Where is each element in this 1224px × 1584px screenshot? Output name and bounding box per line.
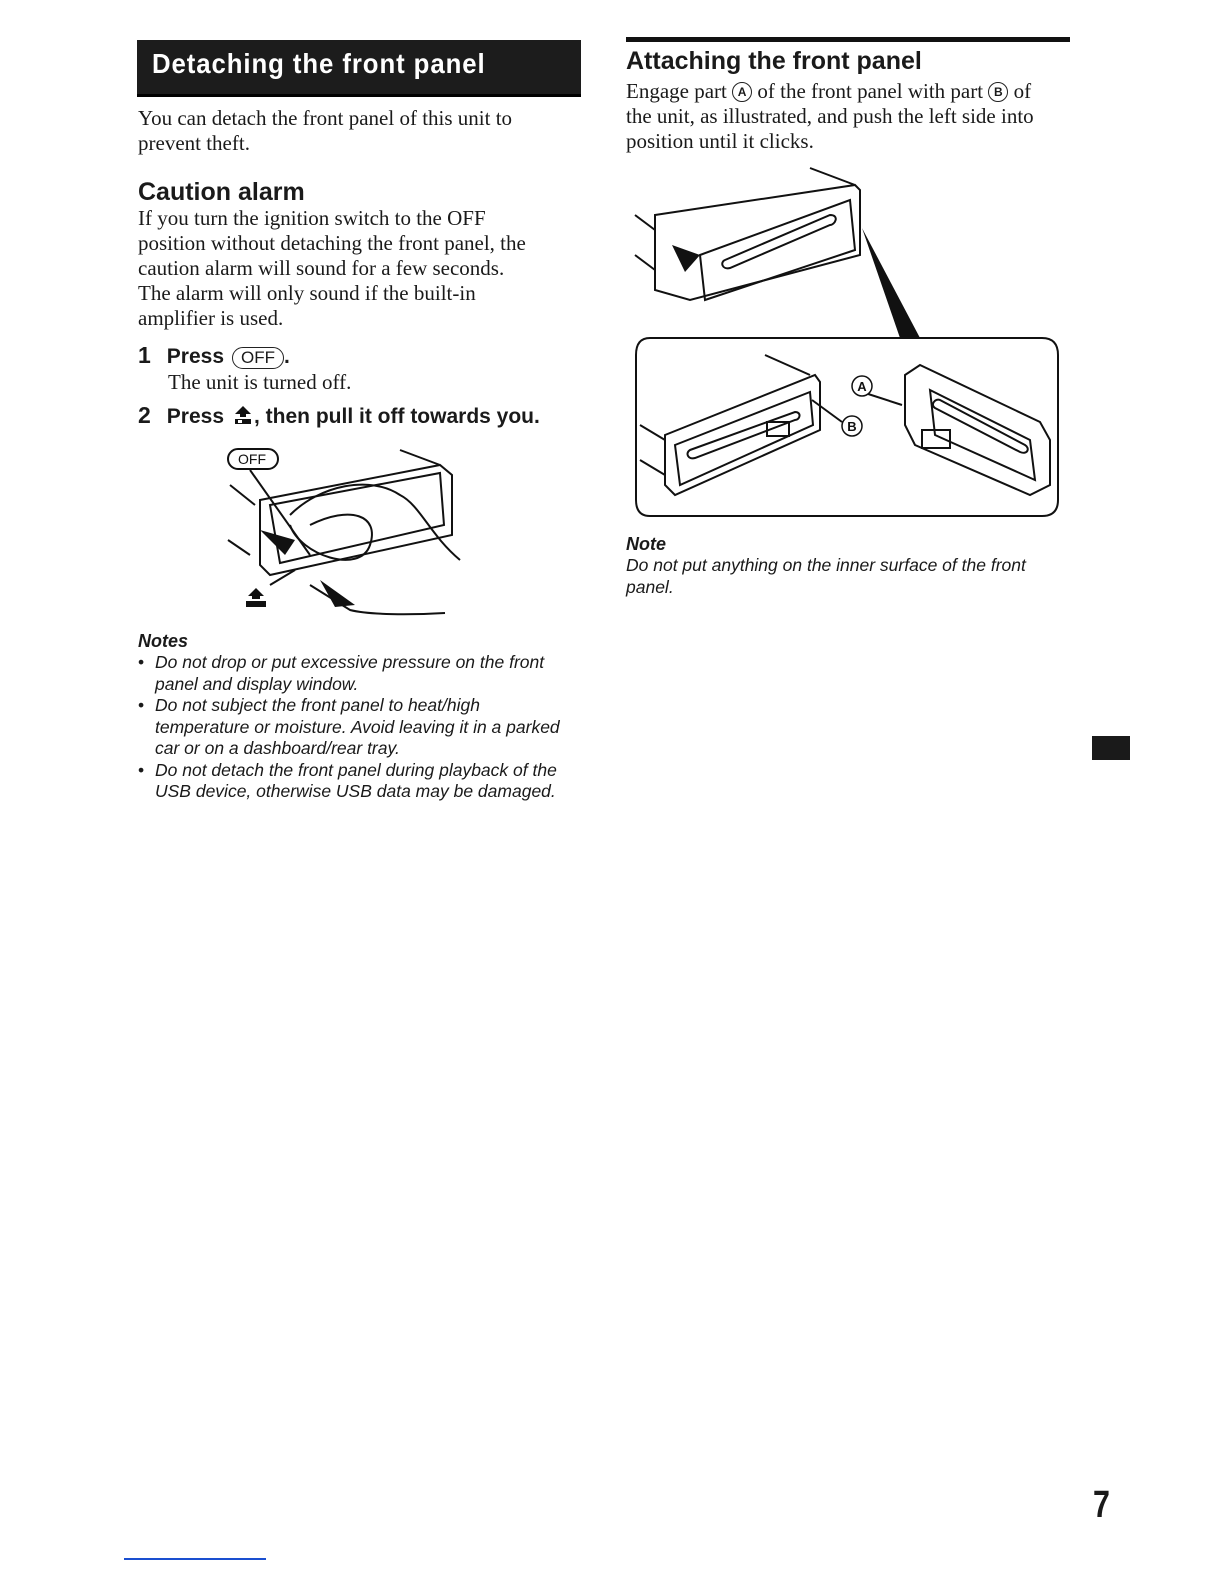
attach-line: the unit, as illustrated, and push the left side into: [626, 104, 1034, 128]
figure-off-label: OFF: [238, 451, 266, 467]
step-number: 2: [138, 402, 151, 428]
intro-paragraph: [138, 106, 512, 156]
note-line: • Do not drop or put excessive pressure on the front: [155, 652, 545, 672]
caution-line: position without detaching the front panel, the: [138, 231, 526, 255]
note-line: Do not put anything on the inner surface of the front: [626, 555, 1026, 575]
caution-heading: Caution alarm: [138, 178, 305, 206]
step-2: [138, 402, 540, 429]
attach-line: position until it clicks.: [626, 129, 814, 153]
right-note: [626, 555, 1026, 598]
attach-paragraph: [626, 79, 1034, 154]
step-1-result: The unit is turned off.: [168, 370, 352, 394]
note-line: • Do not subject the front panel to heat/high: [155, 695, 480, 715]
note-line: temperature or moisture. Avoid leaving it in a parked: [155, 716, 560, 737]
figure-release-icon: [246, 588, 266, 607]
notes-heading: Notes: [138, 631, 189, 651]
page-number: 7: [1093, 1484, 1110, 1526]
caution-paragraph: [138, 206, 526, 331]
intro-line: prevent theft.: [138, 131, 250, 155]
note-line: panel and display window.: [155, 673, 359, 694]
section-title: Detaching the front panel: [152, 48, 486, 79]
chapter-tab-marker: [1092, 736, 1130, 760]
section-rule: [626, 37, 1070, 42]
note-line: USB device, otherwise USB data may be damaged.: [155, 781, 556, 801]
note-item: [138, 652, 588, 695]
step-text: Press: [166, 405, 225, 428]
note-item: [138, 760, 588, 803]
note-heading: Note: [626, 534, 666, 554]
note-item: [138, 695, 588, 760]
footer-rule: [124, 1558, 266, 1560]
caution-line: If you turn the ignition switch to the OFF: [138, 206, 486, 230]
detach-illustration: [200, 445, 470, 625]
attach-heading: Attaching the front panel: [626, 47, 922, 75]
attach-illustration: [630, 160, 1062, 522]
step-text: Press: [166, 345, 225, 368]
step-number: 1: [138, 342, 151, 368]
step-punct: .: [284, 345, 290, 368]
notes-list: [138, 652, 588, 803]
caution-line: The alarm will only sound if the built-in: [138, 281, 476, 305]
off-button-symbol: OFF: [232, 347, 284, 369]
step-1: [138, 342, 290, 369]
figure-part-b-label: B: [847, 419, 857, 434]
release-icon: [232, 404, 254, 426]
note-line: panel.: [626, 576, 674, 597]
part-a-marker: A: [732, 82, 752, 102]
caution-line: amplifier is used.: [138, 306, 284, 330]
intro-line: You can detach the front panel of this unit to: [138, 106, 513, 130]
note-line: • Do not detach the front panel during playback of the: [155, 759, 557, 780]
note-line: car or on a dashboard/rear tray.: [155, 738, 400, 758]
caution-line: caution alarm will sound for a few seconds.: [138, 256, 505, 280]
part-b-marker: B: [988, 82, 1008, 102]
attach-line: Engage part A of the front panel with part B of: [626, 79, 1032, 103]
figure-part-a-label: A: [857, 379, 867, 394]
step-text: , then pull it off towards you.: [254, 405, 540, 428]
